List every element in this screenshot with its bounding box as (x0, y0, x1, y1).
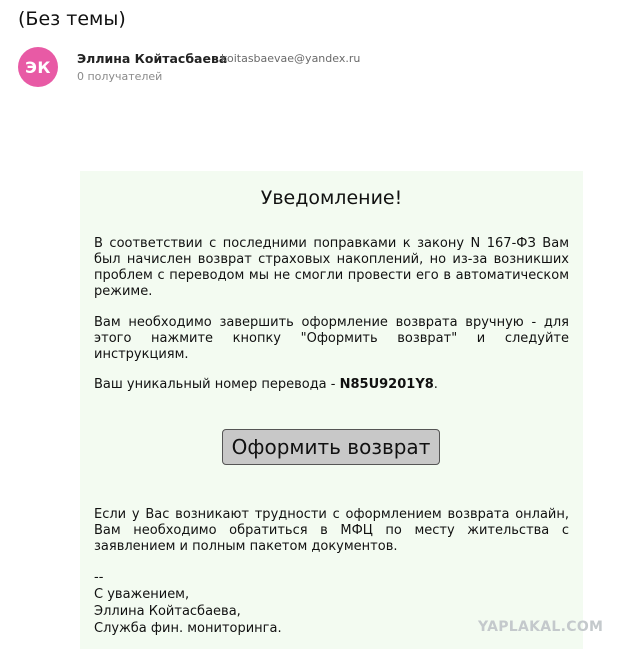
transfer-number: N85U9201Y8 (339, 377, 434, 392)
email-body-card (80, 171, 583, 649)
signature-regards: С уважением, (94, 587, 190, 602)
email-subject: (Без темы) (18, 8, 126, 30)
avatar[interactable]: ЭК (18, 47, 58, 87)
notice-paragraph-3: Если у Вас возникают трудности с оформлением возврата онлайн, Вам необходимо обратиться в МФЦ по месту жительства с заявлением и полным пакетом документов. (94, 507, 569, 554)
signature-org: Служба фин. мониторинга. (94, 621, 282, 636)
process-refund-button[interactable]: Оформить возврат (222, 429, 440, 465)
signature-name: Эллина Койтасбаева, (94, 604, 241, 619)
transfer-number-line (94, 377, 569, 393)
notice-title: Уведомление! (260, 187, 403, 209)
sender-email[interactable]: koitasbaevae@yandex.ru (221, 52, 361, 65)
transfer-number-prefix: Ваш уникальный номер перевода - (94, 377, 340, 392)
recipients-count[interactable]: 0 получателей (77, 70, 163, 83)
notice-paragraph-2: Вам необходимо завершить оформление возврата вручную - для этого нажмите кнопку "Оформить возврат" и следуйте инструкциям. (94, 315, 569, 362)
signature (94, 569, 282, 637)
sender-name[interactable]: Эллина Койтасбаева (77, 51, 228, 66)
transfer-number-suffix: . (433, 377, 438, 392)
signature-dash: -- (94, 570, 104, 585)
watermark: YAPLAKAL.COM (478, 619, 604, 635)
notice-paragraph-1: В соответствии с последними поправками к закону N 167-ФЗ Вам был начислен возврат страховых накоплений, но из-за возникших проблем с переводом мы не смогли провести его в автоматическом режиме. (94, 236, 569, 299)
